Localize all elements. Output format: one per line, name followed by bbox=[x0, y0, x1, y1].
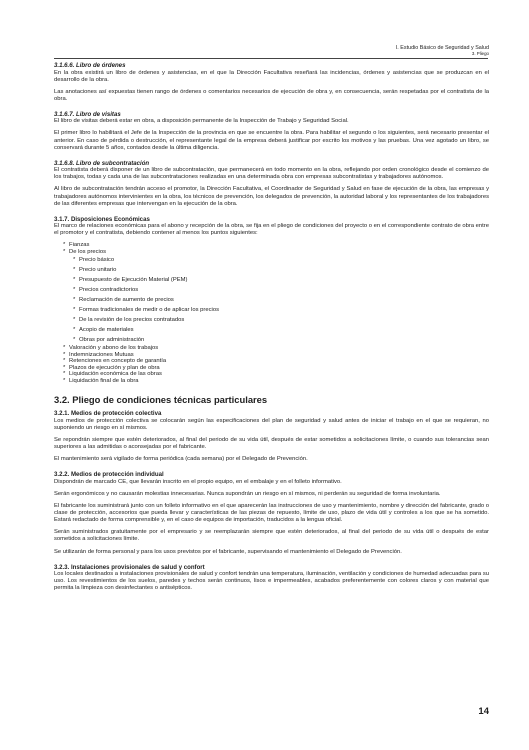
bullet-icon: * bbox=[63, 364, 66, 371]
list-item: * Plazos de ejecución y plan de obra bbox=[63, 364, 160, 371]
section-heading-3-2: 3.2. Pliego de condiciones técnicas particulares bbox=[54, 394, 268, 406]
bullet-icon: * bbox=[63, 345, 66, 352]
bullet-icon: * bbox=[73, 337, 76, 344]
paragraph: Los medios de protección colectiva se colocarán según las especificaciones del plan de seguridad y salud antes de iniciar el trabajo en el que se requieran, no suponiendo un riesgo en sí mismos. bbox=[54, 417, 489, 431]
economic-list bbox=[63, 242, 489, 384]
list-item: * Acopio de materiales bbox=[73, 327, 134, 334]
bullet-icon: * bbox=[63, 248, 66, 255]
section-heading-3-2-1: 3.2.1. Medios de protección colectiva bbox=[54, 410, 162, 418]
paragraph: En la obra existirá un libro de órdenes y asistencias, en el que la Dirección Facultativa reseñará las incidencias, órdenes y asistencias que se produzcan en el desarrollo de la obra. bbox=[54, 69, 489, 83]
header-rule bbox=[54, 58, 488, 59]
section-heading-3-1-6-8: 3.1.6.8. Libro de subcontratación bbox=[54, 159, 150, 167]
list-item: * Indemnizaciones Mutuas bbox=[63, 351, 134, 358]
paragraph: El libro de visitas deberá estar en obra, a disposición permanente de la Inspección de Trabajo y Seguridad Social. bbox=[54, 118, 349, 125]
bullet-icon: * bbox=[63, 371, 66, 378]
paragraph: El primer libro lo habilitará el Jefe de la Inspección de la provincia en que se encuentre la obra. Para habilitar el segundo o los siguientes, será necesario presentar el anterior. En caso de pérdida o destrucción, el representante legal de la empresa deberá justificar por escrito los motivos y las pruebas. Una vez agotado un libro, se conservará durante 5 años, contados desde la última diligencia. bbox=[54, 130, 489, 151]
paragraph: Los locales destinados a instalaciones provisionales de salud y confort tendrán una temperatura, iluminación, ventilación y condiciones de humedad adecuadas para su uso. Los revestimientos de los suelos, paredes y techos serán continuos, lisos e impermeables, acabados preferentemente con colores claros y con material que permita la limpieza con desinfectantes o antisépticos. bbox=[54, 571, 489, 592]
section-heading-3-1-7: 3.1.7. Disposiciones Económicas bbox=[54, 215, 150, 223]
paragraph: Se repondrán siempre que estén deteriorados, al final del periodo de su vida útil, después de estar sometidos a solicitaciones límite, o cuando sus tolerancias sean superiores a las admitidas o aconsejadas por el fabricante. bbox=[54, 437, 489, 451]
paragraph: Al libro de subcontratación tendrán acceso el promotor, la Dirección Facultativa, el Coordinador de Seguridad y Salud en fase de ejecución de la obra, las empresas y trabajadores autónomos intervinientes en la obra, los técnicos de prevención, los delegados de prevención, la autoridad laboral y los representantes de los trabajadores de las diferentes empresas que intervengan en la ejecución de la obra. bbox=[54, 186, 489, 207]
section-heading-3-1-6-6: 3.1.6.6. Libro de órdenes bbox=[54, 62, 126, 69]
paragraph: Serán suministrados gratuitamente por el empresario y se reemplazarán siempre que estén deteriorados, al final del periodo de su vida útil o después de estar sometidos a solicitaciones límite. bbox=[54, 529, 489, 543]
running-header bbox=[396, 45, 489, 56]
section-heading-3-1-6-7: 3.1.6.7. Libro de visitas bbox=[54, 110, 121, 118]
list-item: * Reclamación de aumento de precios bbox=[73, 297, 174, 304]
paragraph: El marco de relaciones económicas para el abono y recepción de la obra, se fija en el pliego de condiciones del proyecto o en el correspondiente contrato de obra entre el promotor y el contratista, debiendo contener al menos los puntos siguientes: bbox=[54, 223, 489, 237]
paragraph: El mantenimiento será vigilado de forma periódica (cada semana) por el Delegado de Prevención. bbox=[54, 456, 308, 463]
list-item: * Formas tradicionales de medir o de aplicar los precios bbox=[73, 307, 219, 314]
paragraph: Dispondrán de marcado CE, que llevarán inscrito en el propio equipo, en el embalaje y en el folleto informativo. bbox=[54, 478, 342, 485]
bullet-icon: * bbox=[73, 287, 76, 294]
bullet-icon: * bbox=[63, 242, 66, 249]
bullet-icon: * bbox=[73, 257, 76, 264]
bullet-icon: * bbox=[73, 327, 76, 334]
list-item: * Obras por administración bbox=[73, 337, 145, 344]
list-item: * Fianzas bbox=[63, 242, 90, 249]
list-item: * Liquidación económica de las obras bbox=[63, 371, 162, 378]
list-item: * Precios contradictorios bbox=[73, 287, 139, 294]
price-sublist bbox=[73, 255, 489, 345]
bullet-icon: * bbox=[73, 307, 76, 314]
page-number: 14 bbox=[478, 706, 489, 717]
paragraph: Serán ergonómicos y no causarán molestias innecesarias. Nunca supondrán un riesgo en sí mismos, ni perderán su seguridad de forma involuntaria. bbox=[54, 490, 441, 497]
list-item: * Liquidación final de la obra bbox=[63, 377, 139, 384]
bullet-icon: * bbox=[73, 277, 76, 284]
header-title: I. Estudio Básico de Seguridad y Salud bbox=[395, 45, 489, 51]
section-heading-3-2-2: 3.2.2. Medios de protección individual bbox=[54, 471, 164, 479]
list-item: * Retenciones en concepto de garantía bbox=[63, 358, 167, 365]
bullet-icon: * bbox=[73, 297, 76, 304]
list-item: * Valoración y abono de los trabajos bbox=[63, 345, 159, 352]
bullet-icon: * bbox=[63, 358, 66, 365]
paragraph: Se utilizarán de forma personal y para los usos previstos por el fabricante, supervisando el mantenimiento el Delegado de Prevención. bbox=[54, 548, 402, 555]
paragraph: El contratista deberá disponer de un libro de subcontratación, que permanecerá en todo momento en la obra, reflejando por orden cronológico desde el comienzo de los trabajos, todas y cada una de las subcontrataciones realizadas en una determinada obra con empresas subcontratistas y trabajadores autónomos. bbox=[54, 167, 489, 181]
paragraph: El fabricante los suministrará junto con un folleto informativo en el que aparecerán las instrucciones de uso y mantenimiento, nombre y dirección del fabricante, grado o clase de protección, accesorios que pueda llevar y características de las piezas de repuesto, límite de uso, plazo de vida útil y controles a los que se ha sometido. Estará redactado de forma comprensible y, en el caso de equipos de importación, traducidos a la lengua oficial. bbox=[54, 503, 489, 524]
header-subtitle: 3. Pliego bbox=[471, 51, 489, 56]
document-body bbox=[54, 62, 489, 592]
bullet-icon: * bbox=[73, 267, 76, 274]
section-heading-3-2-3: 3.2.3. Instalaciones provisionales de salud y confort bbox=[54, 563, 205, 571]
bullet-icon: * bbox=[73, 317, 76, 324]
list-item: * De la revisión de los precios contratados bbox=[73, 317, 185, 324]
list-item: * De los precios * Precio básico * Precio unitario * Presupuesto de Ejecución Material (PEM) * Precios contradictorios * Reclamación de aumento de precios * Formas tradicionales de medir o de aplicar los precios * De la revisión de los precios contratados * Acopio de materiales * Obras por administración bbox=[69, 249, 489, 346]
list-item: * Precio básico bbox=[73, 257, 115, 264]
list-item: * Precio unitario bbox=[73, 267, 117, 274]
bullet-icon: * bbox=[63, 351, 66, 358]
bullet-icon: * bbox=[63, 377, 66, 384]
list-item: * Presupuesto de Ejecución Material (PEM) bbox=[73, 277, 188, 284]
paragraph: Las anotaciones así expuestas tienen rango de órdenes o comentarios necesarios de ejecución de obra y, en consecuencia, serán respetadas por el contratista de la obra. bbox=[54, 88, 489, 102]
